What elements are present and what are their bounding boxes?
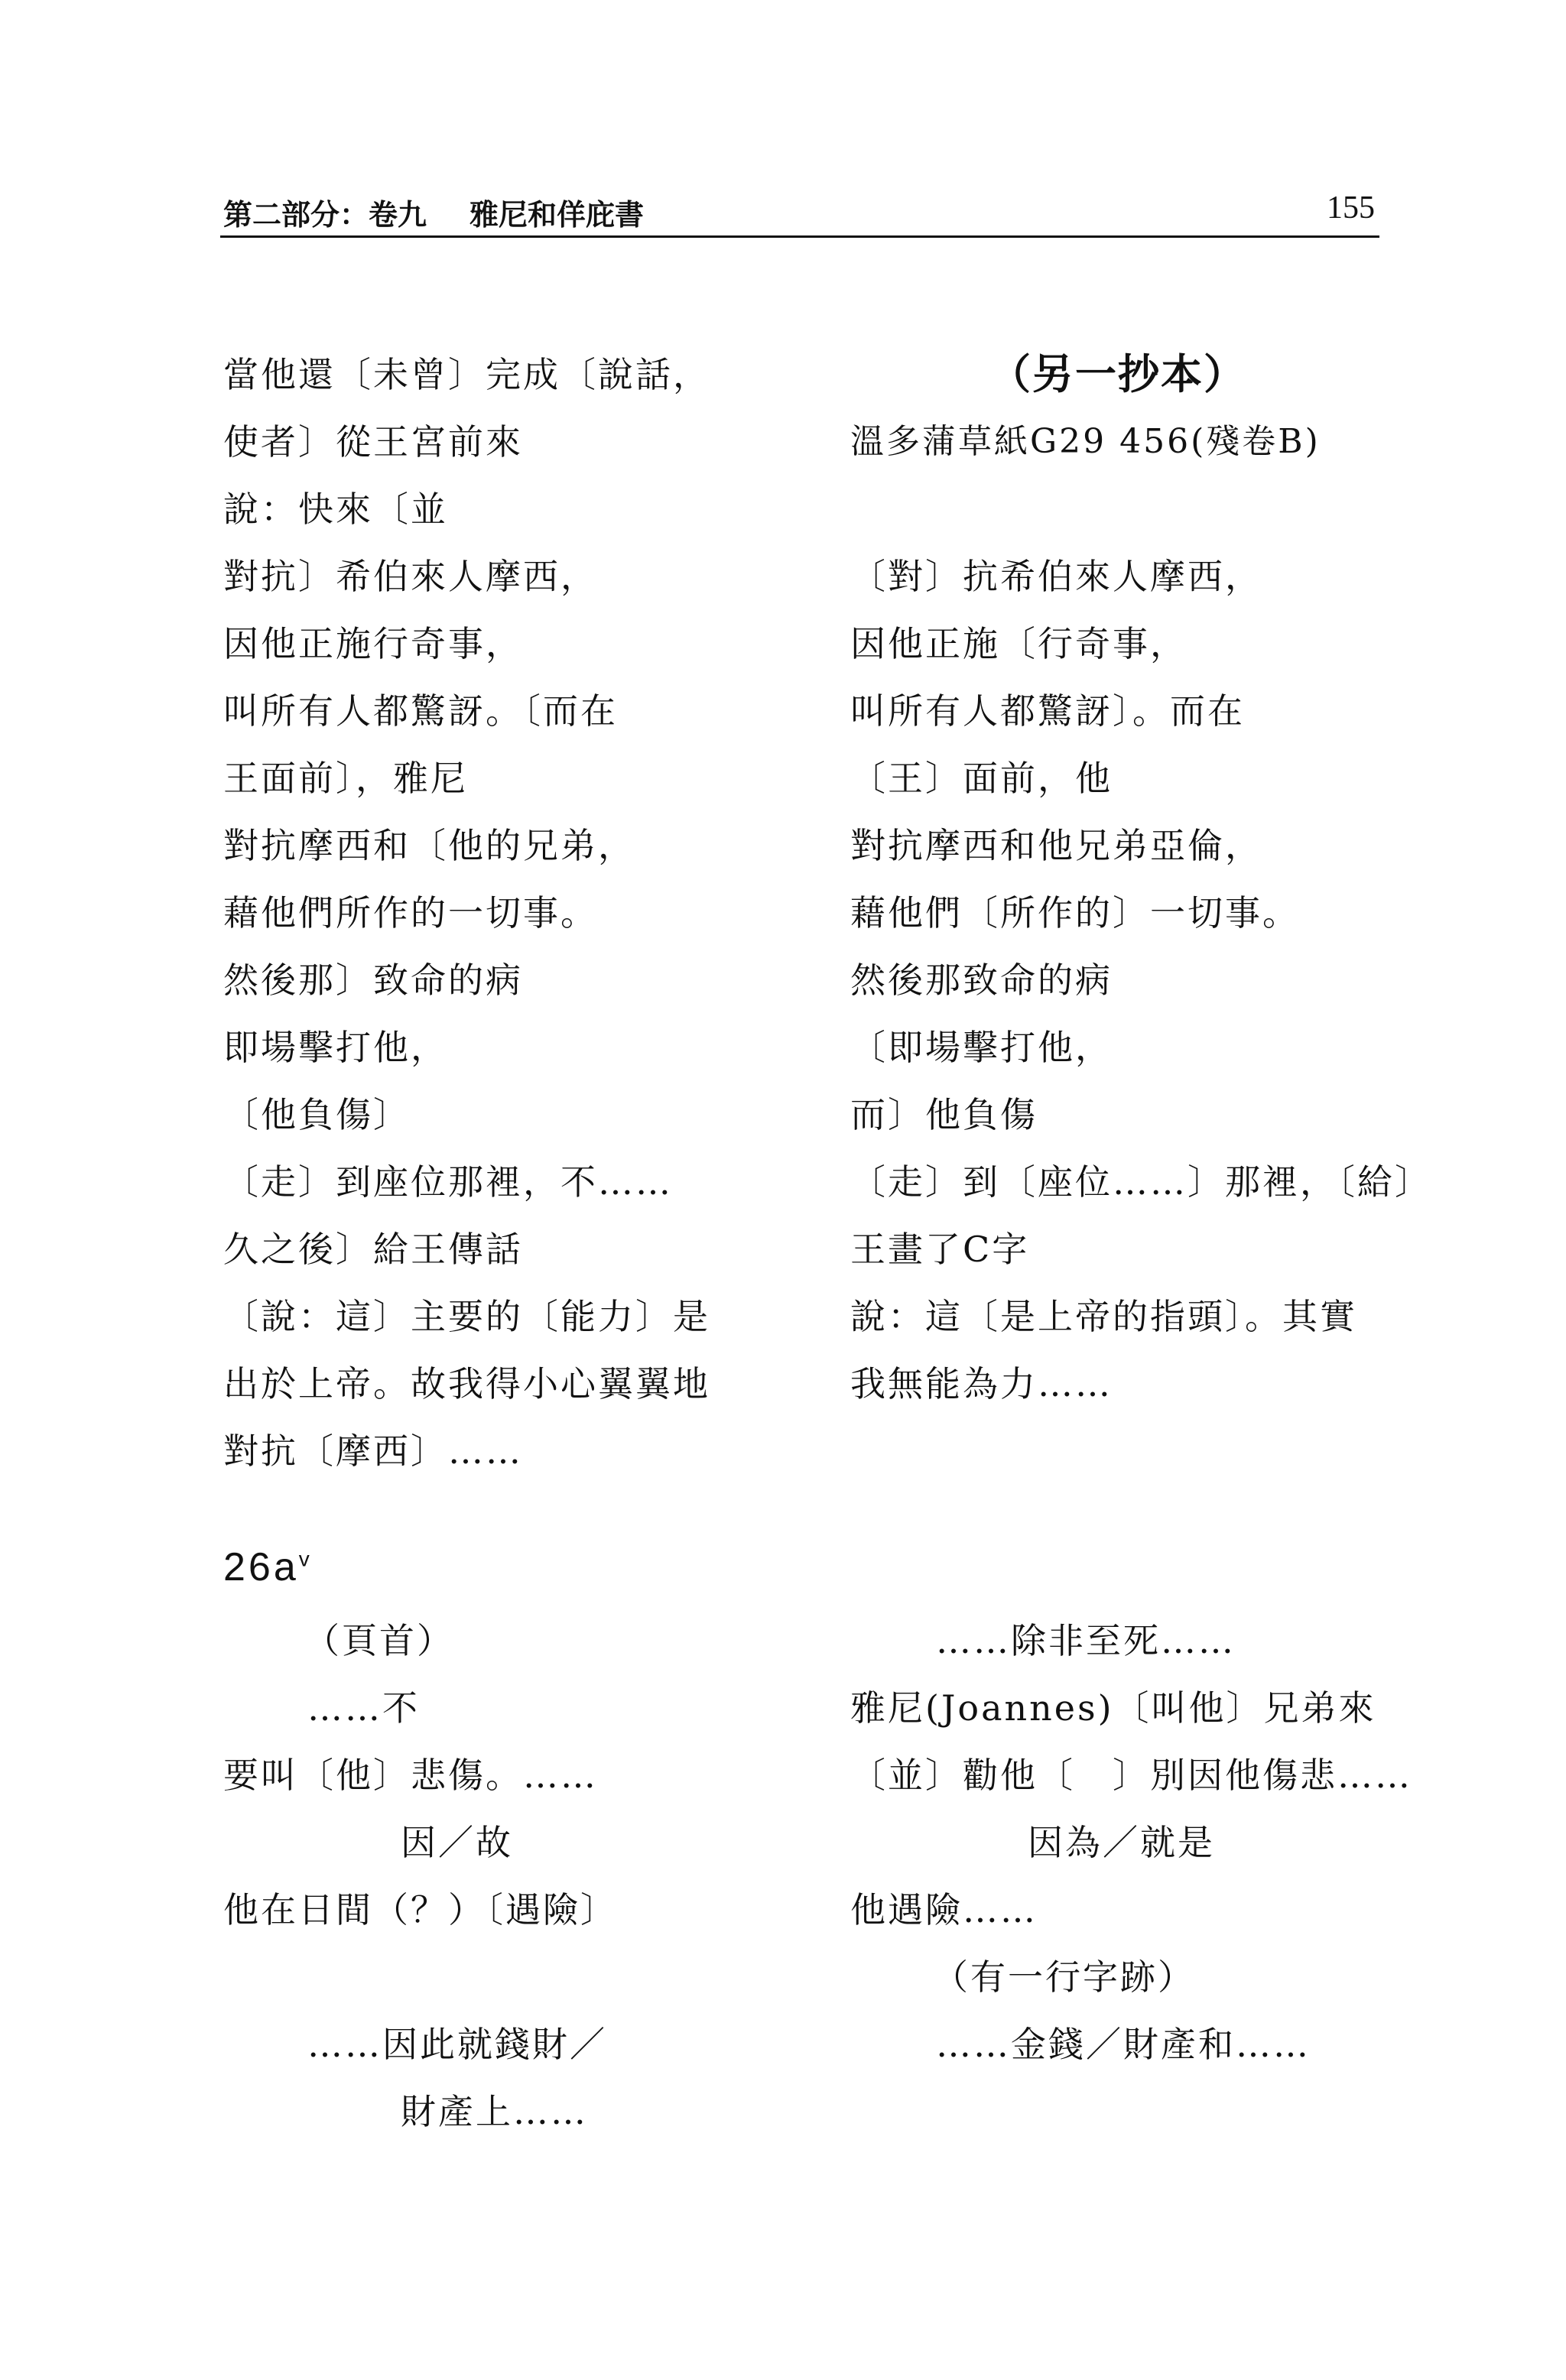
right-line: 因他正施〔行奇事， [850,623,1187,664]
right-line: 王畫了C字 [850,1229,1030,1270]
right-column [850,341,1432,1417]
header-section-title [223,191,644,233]
folio-label [223,1544,313,1590]
left-line: 對抗〕希伯來人摩西， [223,556,598,597]
manuscript-title: （另一抄本） [989,350,1246,398]
lower-left-line: （頁首） [304,1620,454,1661]
right-line: 藉他們〔所作的〕一切事。 [850,892,1300,933]
folio-number: 26a [223,1545,299,1589]
left-line: 使者〕從王宮前來 [223,421,523,463]
left-line: 當他還〔未曾〕完成〔說話， [223,354,710,395]
right-line: 而〕他負傷 [850,1094,1038,1135]
left-line: 〔他負傷〕 [223,1094,411,1135]
header-book-title: 雅尼和佯庇書 [469,198,645,232]
left-line: 〔說：這〕主要的〔能力〕是 [223,1296,710,1337]
lower-right-line: ……金錢／財產和…… [936,2024,1311,2065]
right-line: 我無能為力…… [850,1363,1113,1404]
lower-left-line: ……因此就錢財／ [307,2024,607,2065]
left-line: 說：快來〔並 [223,489,448,530]
left-column [223,341,759,1485]
left-line: 對抗〔摩西〕…… [223,1430,523,1472]
left-line: 〔走〕到座位那裡，不…… [223,1161,673,1203]
lower-right-column [850,1607,1412,2078]
right-line: 叫所有人都驚訝〕。而在 [850,690,1245,732]
lower-left-line [223,1943,774,2011]
right-line: 〔對〕抗希伯來人摩西， [850,556,1262,597]
spacer [850,476,1386,543]
lower-right-line: （有一行字跡） [933,1956,1195,1998]
left-line: 即場擊打他， [223,1027,448,1068]
right-line: 〔即場擊打他， [850,1027,1113,1068]
left-line: 叫所有人都驚訝。〔而在 [223,690,618,732]
lower-left-column [223,1607,774,2145]
lower-left-line: ……不 [307,1687,420,1729]
running-header [220,190,1379,238]
left-line: 久之後〕給王傳話 [223,1229,523,1270]
left-line: 王面前〕，雅尼 [223,758,468,799]
right-line: 對抗摩西和他兄弟亞倫， [850,825,1262,866]
lower-right-line: 他遇險…… [850,1889,1038,1930]
lower-right-line: 雅尼(Joannes)〔叫他〕兄弟來 [850,1687,1376,1729]
right-line: 然後那致命的病 [850,959,1113,1001]
header-section: 第二部分：卷九 [223,198,427,232]
lower-left-line: 財產上…… [401,2091,588,2132]
lower-left-line: 他在日間（？）〔遇險〕 [223,1889,618,1930]
lower-left-line: 要叫〔他〕悲傷。…… [223,1755,598,1796]
right-line: 〔走〕到〔座位……〕那裡，〔給〕 [850,1161,1432,1203]
manuscript-source: 溫多蒲草紙G29 456(殘卷B) [850,422,1321,461]
lower-right-line: ……除非至死…… [936,1620,1236,1661]
left-line: 然後那〕致命的病 [223,959,523,1001]
left-line: 藉他們所作的一切事。 [223,892,598,933]
right-line: 說：這〔是上帝的指頭〕。其實 [850,1296,1357,1337]
right-line: 〔王〕面前，他 [850,758,1113,799]
left-line: 出於上帝。故我得小心翼翼地 [223,1363,710,1404]
left-line: 因他正施行奇事， [223,623,523,664]
page-number: 155 [1327,190,1375,226]
lower-right-line: 因為／就是 [1028,1822,1215,1863]
folio-side: v [298,1547,313,1571]
lower-right-line: 〔並〕勸他〔 〕別因他傷悲…… [850,1755,1412,1796]
left-line: 對抗摩西和〔他的兄弟， [223,825,635,866]
lower-left-line: 因／故 [401,1822,513,1863]
